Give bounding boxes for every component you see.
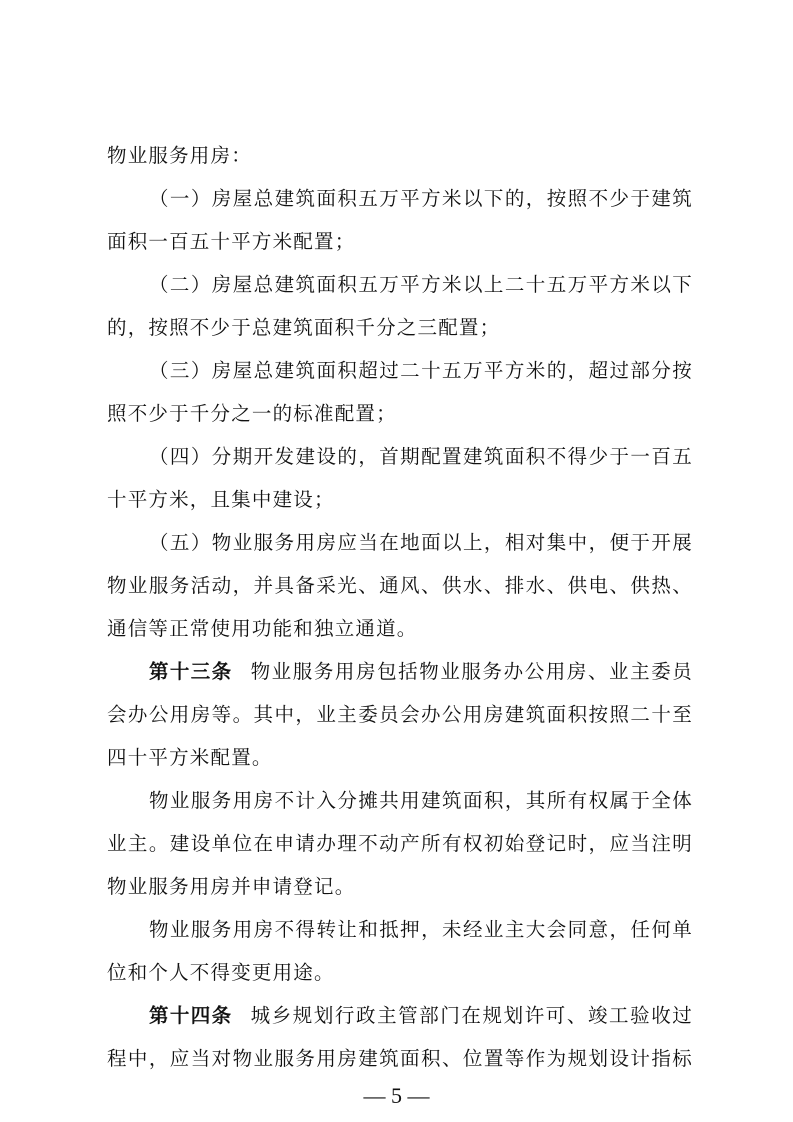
article-14-first-line bbox=[149, 1003, 693, 1029]
text-line: 城乡规划行政主管部门在规划许可、竣工验收过 bbox=[250, 1004, 693, 1027]
text-line: 十平方米，且集中建设； bbox=[107, 488, 335, 511]
article-14-heading: 第十四条 bbox=[149, 1004, 233, 1027]
text-line: 物业服务活动，并具备采光、通风、供水、排水、供电、供热、 bbox=[107, 574, 693, 597]
text-line: 照不少于千分之一的标准配置； bbox=[107, 402, 397, 425]
text-line: 位和个人不得变更用途。 bbox=[107, 961, 335, 984]
text-line: 业主。建设单位在申请办理不动产所有权初始登记时，应当注明 bbox=[107, 832, 693, 855]
text-line: 物业服务用房： bbox=[107, 144, 252, 167]
text-line: 的，按照不少于总建筑面积千分之三配置； bbox=[107, 316, 501, 339]
page-number: — 5 — bbox=[363, 1083, 430, 1108]
text-line: （五）物业服务用房应当在地面以上，相对集中，便于开展 bbox=[149, 531, 693, 554]
text-line: 四十平方米配置。 bbox=[107, 746, 273, 769]
text-line: 程中，应当对物业服务用房建筑面积、位置等作为规划设计指标 bbox=[107, 1047, 693, 1070]
text-line: 会办公用房等。其中，业主委员会办公用房建筑面积按照二十至 bbox=[107, 703, 693, 726]
text-line: （三）房屋总建筑面积超过二十五万平方米的，超过部分按 bbox=[149, 359, 693, 382]
text-line: 物业服务用房包括物业服务办公用房、业主委员 bbox=[250, 660, 693, 683]
text-line: （四）分期开发建设的，首期配置建筑面积不得少于一百五 bbox=[149, 445, 693, 468]
text-line: 物业服务用房并申请登记。 bbox=[107, 875, 356, 898]
article-13-first-line bbox=[149, 659, 693, 685]
text-line: 通信等正常使用功能和独立通道。 bbox=[107, 617, 418, 640]
text-line: 物业服务用房不计入分摊共用建筑面积，其所有权属于全体 bbox=[149, 789, 693, 812]
text-line: 物业服务用房不得转让和抵押，未经业主大会同意，任何单 bbox=[149, 918, 693, 941]
text-line: 面积一百五十平方米配置； bbox=[107, 230, 356, 253]
article-13-heading: 第十三条 bbox=[149, 660, 233, 683]
text-line: （一）房屋总建筑面积五万平方米以下的，按照不少于建筑 bbox=[149, 187, 693, 210]
text-line: （二）房屋总建筑面积五万平方米以上二十五万平方米以下 bbox=[149, 273, 693, 296]
